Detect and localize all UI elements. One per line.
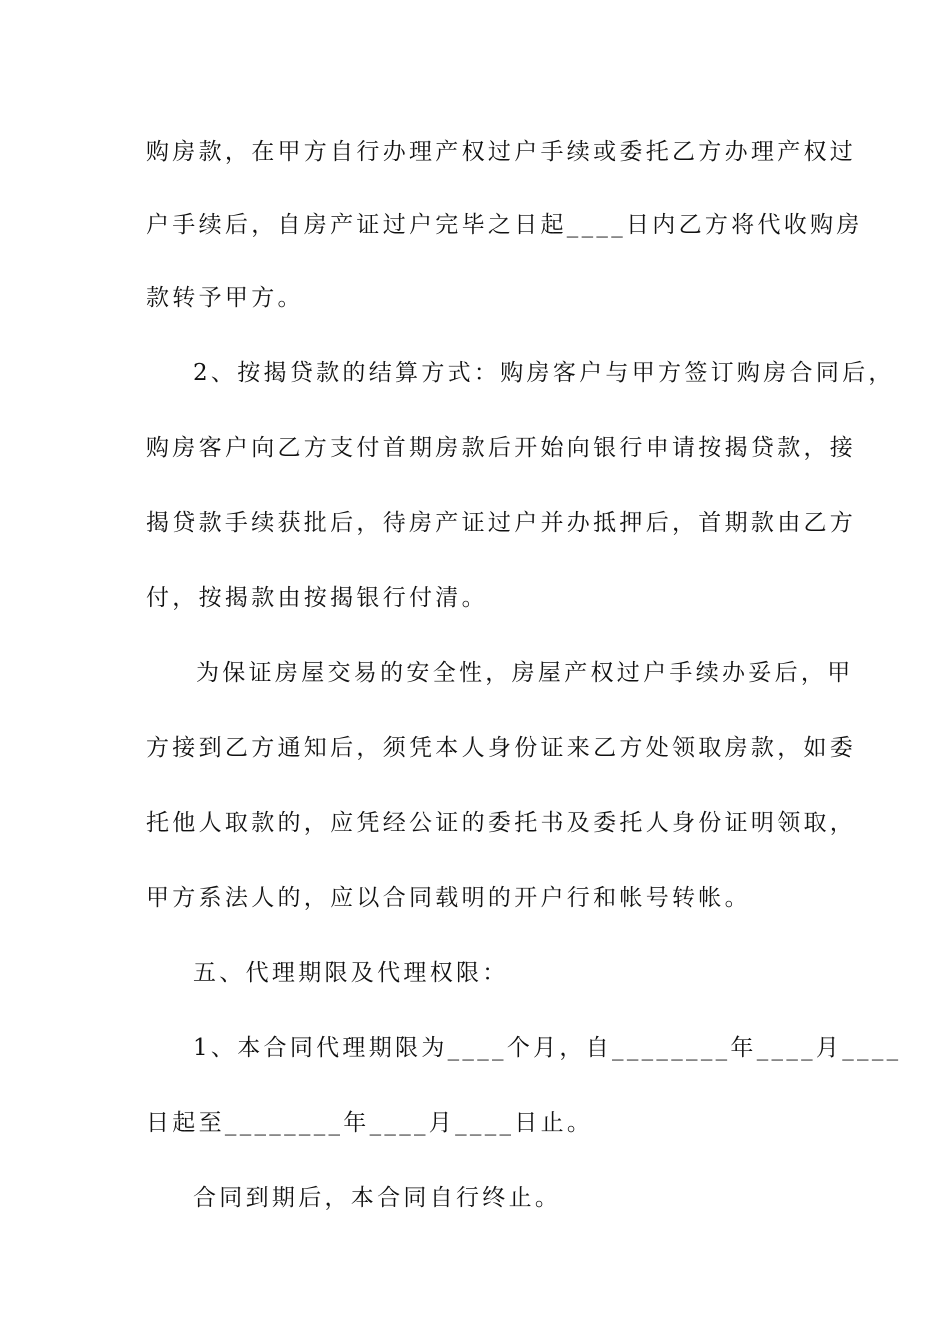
paragraph-line-10: 托他人取款的，应凭经公证的委托书及委托人身份证明领取，: [146, 810, 857, 836]
paragraph-line-5: 购房客户向乙方支付首期房款后开始向银行申请按揭贷款，接: [146, 435, 857, 461]
paragraph-line-6: 揭贷款手续获批后，待房产证过户并办抵押后，首期款由乙方: [146, 510, 857, 536]
paragraph-line-2: 户手续后，自房产证过户完毕之日起____日内乙方将代收购房: [146, 212, 863, 238]
paragraph-line-15: 合同到期后，本合同自行终止。: [193, 1185, 562, 1211]
paragraph-line-3: 款转予甲方。: [146, 285, 304, 311]
section-heading: 五、代理期限及代理权限：: [193, 960, 509, 986]
paragraph-line-7: 付，按揭款由按揭银行付清。: [146, 585, 488, 611]
paragraph-line-9: 方接到乙方通知后，须凭本人身份证来乙方处领取房款，如委: [146, 735, 857, 761]
paragraph-line-4: 2、按揭贷款的结算方式：购房客户与甲方签订购房合同后，: [193, 360, 895, 386]
paragraph-line-8: 为保证房屋交易的安全性，房屋产权过户手续办妥后，甲: [196, 660, 854, 686]
paragraph-line-13: 1、本合同代理期限为____个月，自________年____月____: [193, 1035, 902, 1061]
paragraph-line-14: 日起至________年____月____日止。: [146, 1110, 594, 1136]
paragraph-line-1: 购房款，在甲方自行办理产权过户手续或委托乙方办理产权过: [146, 139, 857, 165]
paragraph-line-11: 甲方系法人的，应以合同载明的开户行和帐号转帐。: [146, 885, 751, 911]
